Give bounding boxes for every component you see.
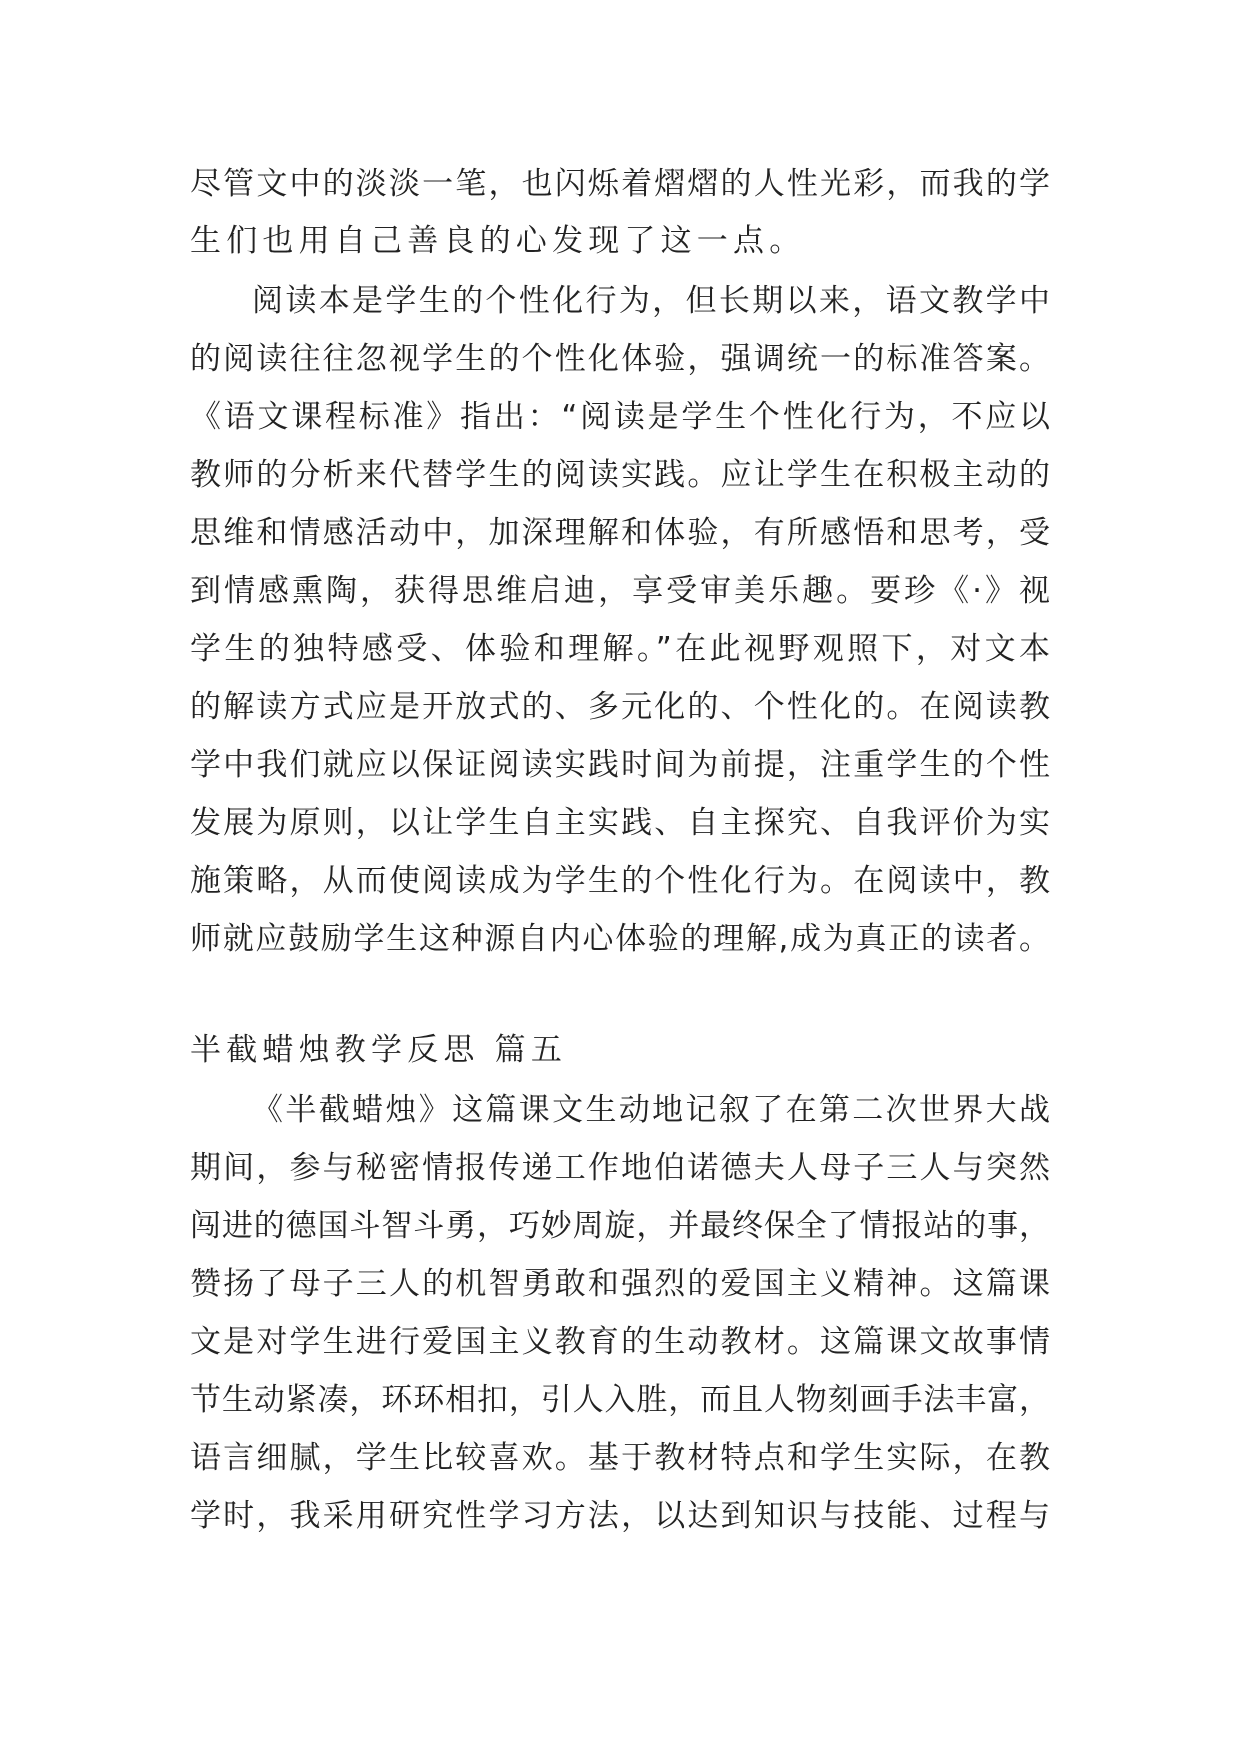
section-heading: 半截蜡烛教学反思 篇五 xyxy=(190,1032,568,1068)
para2-line-12: 师就应鼓励学生这种源自内心体验的理解,成为真正的读者。 xyxy=(190,921,1050,957)
para2-line-11: 施策略，从而使阅读成为学生的个性化行为。在阅读中，教 xyxy=(190,863,1050,899)
para2-line-2: 的阅读往往忽视学生的个性化体验，强调统一的标准答案。 xyxy=(190,341,1050,377)
para3-line-8: 学时，我采用研究性学习方法，以达到知识与技能、过程与 xyxy=(190,1498,1050,1534)
para1-line-2: 生们也用自己善良的心发现了这一点。 xyxy=(190,223,806,259)
para2-line-3: 《语文课程标准》指出：“阅读是学生个性化行为，不应以 xyxy=(190,399,1050,435)
para3-line-4: 赞扬了母子三人的机智勇敢和强烈的爱国主义精神。这篇课 xyxy=(190,1266,1050,1302)
para3-line-3: 闯进的德国斗智斗勇，巧妙周旋，并最终保全了情报站的事， xyxy=(190,1208,1050,1244)
para2-line-9: 学中我们就应以保证阅读实践时间为前提，注重学生的个性 xyxy=(190,747,1050,783)
para2-line-5: 思维和情感活动中，加深理解和体验，有所感悟和思考，受 xyxy=(190,515,1050,551)
para1-line-1: 尽管文中的淡淡一笔，也闪烁着熠熠的人性光彩，而我的学 xyxy=(190,166,1050,202)
para2-line-6: 到情感熏陶，获得思维启迪，享受审美乐趣。要珍《·》视 xyxy=(190,573,1050,609)
para3-line-6: 节生动紧凑，环环相扣，引人入胜，而且人物刻画手法丰富， xyxy=(190,1382,1050,1418)
para2-line-8: 的解读方式应是开放式的、多元化的、个性化的。在阅读教 xyxy=(190,689,1050,725)
para2-line-10: 发展为原则，以让学生自主实践、自主探究、自我评价为实 xyxy=(190,805,1050,841)
para2-line-1: 阅读本是学生的个性化行为，但长期以来，语文教学中 xyxy=(252,283,1050,319)
para3-line-1: 《半截蜡烛》这篇课文生动地记叙了在第二次世界大战 xyxy=(252,1092,1050,1128)
para2-line-7: 学生的独特感受、体验和理解。”在此视野观照下，对文本 xyxy=(190,631,1050,667)
para2-line-4: 教师的分析来代替学生的阅读实践。应让学生在积极主动的 xyxy=(190,457,1050,493)
para3-line-2: 期间，参与秘密情报传递工作地伯诺德夫人母子三人与突然 xyxy=(190,1150,1050,1186)
para3-line-7: 语言细腻，学生比较喜欢。基于教材特点和学生实际，在教 xyxy=(190,1440,1050,1476)
para3-line-5: 文是对学生进行爱国主义教育的生动教材。这篇课文故事情 xyxy=(190,1324,1050,1360)
